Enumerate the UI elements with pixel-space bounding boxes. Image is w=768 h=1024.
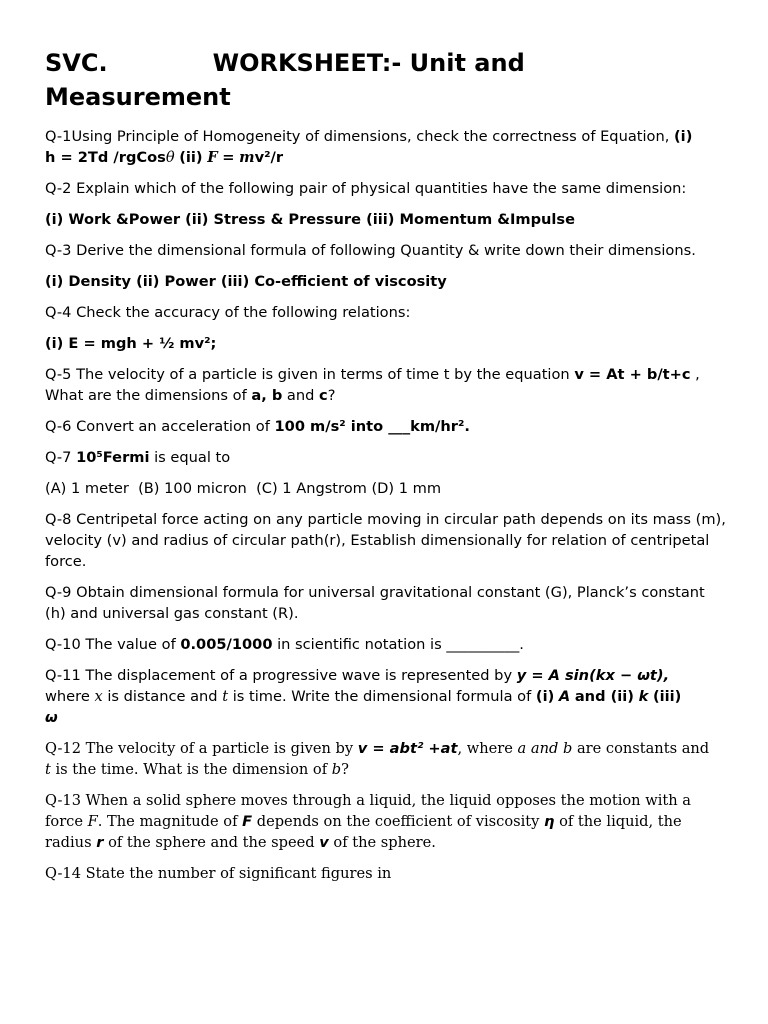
page-title bbox=[45, 46, 728, 114]
question-1: Q-1Using Principle of Homogeneity of dimensions, check the correctness of Equation, (i) h = 2Td /rgCosθ (ii) F = mv²/r bbox=[45, 128, 693, 166]
question-6: Q-6 Convert an acceleration of 100 m/s² into ___km/hr². bbox=[45, 418, 470, 435]
question-7-options: (A) 1 meter (B) 100 micron (C) 1 Angstrom (D) 1 mm bbox=[45, 480, 442, 497]
question-2-options: (i) Work &Power (ii) Stress & Pressure (iii) Momentum &Impulse bbox=[45, 211, 576, 228]
question-4: Q-4 Check the accuracy of the following relations: bbox=[45, 304, 411, 321]
question-5: Q-5 The velocity of a particle is given in terms of time t by the equation v = At + b/t+c , What are the dimensions of a, b and c? bbox=[45, 366, 700, 404]
question-3-options: (i) Density (ii) Power (iii) Co-efficient of viscosity bbox=[45, 273, 447, 290]
question-7: Q-7 10⁵Fermi is equal to bbox=[45, 449, 231, 466]
title-topic: Measurement bbox=[45, 83, 231, 111]
question-12: Q-12 The velocity of a particle is given by v = abt² +at, where a and b are constants and t is the time. What is the dimension of b? bbox=[45, 740, 710, 778]
question-9: Q-9 Obtain dimensional formula for universal gravitational constant (G), Planck’s constant (h) and universal gas constant (R). bbox=[45, 584, 705, 622]
question-10: Q-10 The value of 0.005/1000 in scientific notation is __________. bbox=[45, 636, 524, 653]
question-8: Q-8 Centripetal force acting on any particle moving in circular path depends on its mass (m), velocity (v) and radius of circular path(r), Establish dimensionally for relation of centripetal force. bbox=[45, 511, 726, 570]
question-14: Q-14 State the number of significant figures in bbox=[45, 865, 392, 882]
question-3: Q-3 Derive the dimensional formula of following Quantity & write down their dimensions. bbox=[45, 242, 696, 259]
question-4-relation: (i) E = mgh + ½ mv²; bbox=[45, 335, 217, 352]
question-11: Q-11 The displacement of a progressive wave is represented by y = A sin(kx − ωt), where x is distance and t is time. Write the dimensional formula of (i) A and (ii) k (iii) ω bbox=[45, 667, 682, 726]
title-worksheet: WORKSHEET:- Unit and bbox=[212, 49, 525, 77]
title-school: SVC. bbox=[45, 49, 108, 77]
question-13: Q-13 When a solid sphere moves through a liquid, the liquid opposes the motion with a force F. The magnitude of F depends on the coefficient of viscosity η of the liquid, the radius r of the sphere and the speed v of the sphere. bbox=[45, 792, 691, 851]
question-2: Q-2 Explain which of the following pair of physical quantities have the same dimension: bbox=[45, 180, 687, 197]
